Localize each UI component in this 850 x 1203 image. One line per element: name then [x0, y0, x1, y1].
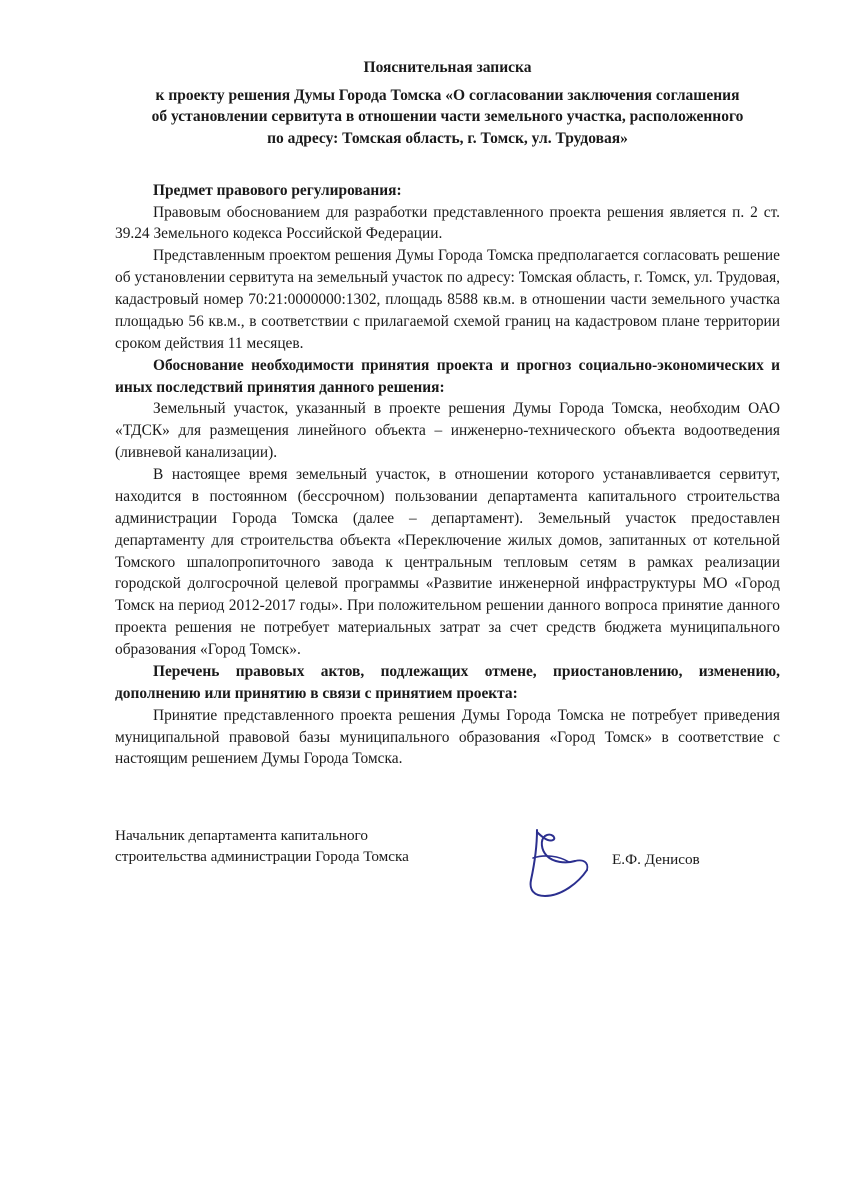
section-paragraph: Представленным проектом решения Думы Города Томска предполагается согласовать решение об установлении сервитута на земельный участок по адресу: Томская область, г. Томск, ул. Трудовая, кадастровый номер 70:21:0000000:1302, площадь 8588 кв.м. в отношении части земельного участка площадью 56 кв.м., в соответствии с прилагаемой схемой границ на кадастровом плане территории сроком действия 11 месяцев. — [115, 247, 780, 352]
section-heading-subject: Предмет правового регулирования: — [153, 181, 402, 199]
document-subtitle — [115, 85, 780, 150]
subtitle-line-3: по адресу: Томская область, г. Томск, ул. Трудовая» — [267, 129, 628, 147]
signature-block — [115, 826, 780, 868]
subtitle-line-1: к проекту решения Думы Города Томска «О согласовании заключения соглашения — [155, 86, 740, 104]
page-title-text: Пояснительная записка — [363, 59, 532, 76]
section-heading-legal-acts: Перечень правовых актов, подлежащих отмене, приостановлению, изменению, дополнению или принятию в связи с принятием проекта: — [115, 662, 780, 702]
section-paragraph: Земельный участок, указанный в проекте решения Думы Города Томска, необходим ОАО «ТДСК» для размещения линейного объекта – инженерно-технического объекта водоотведения (ливневой канализации). — [115, 400, 780, 462]
section-paragraph: Правовым обоснованием для разработки представленного проекта решения является п. 2 ст. 39.24 Земельного кодекса Российской Федерации. — [115, 203, 780, 243]
section-heading-justification: Обоснование необходимости принятия проекта и прогноз социально-экономических и иных последствий принятия данного решения: — [115, 356, 780, 396]
signatory-position-line-2: строительства администрации Города Томска — [115, 848, 409, 866]
page-title — [115, 58, 780, 79]
signatory-position-line-1: Начальник департамента капитального — [115, 827, 368, 845]
handwritten-signature-icon — [507, 818, 617, 903]
document-body — [115, 180, 780, 771]
section-paragraph: В настоящее время земельный участок, в отношении которого устанавливается сервитут, находится в постоянном (бессрочном) пользовании департамента капитального строительства администрации Города Томска (далее – департамент). Земельный участок предоставлен департаменту для строительства объекта «Переключение жилых домов, запитанных от котельной Томского шпалопропиточного завода к центральным тепловым сетям в рамках реализации городской долгосрочной целевой программы «Развитие инженерной инфраструктуры МО «Город Томск на период 2012-2017 годы». При положительном решении данного вопроса принятие данного проекта решения не потребует материальных затрат за счет средств бюджета муниципального образования «Город Томск». — [115, 466, 780, 659]
section-paragraph: Принятие представленного проекта решения Думы Города Томска не потребует приведения муниципальной правовой базы муниципального образования «Город Томск» в соответствие с настоящим решением Думы Города Томска. — [115, 706, 780, 768]
signatory-position — [115, 826, 475, 868]
signatory-name: Е.Ф. Денисов — [612, 851, 700, 869]
subtitle-line-2: об установлении сервитута в отношении части земельного участка, расположенного — [151, 108, 744, 126]
